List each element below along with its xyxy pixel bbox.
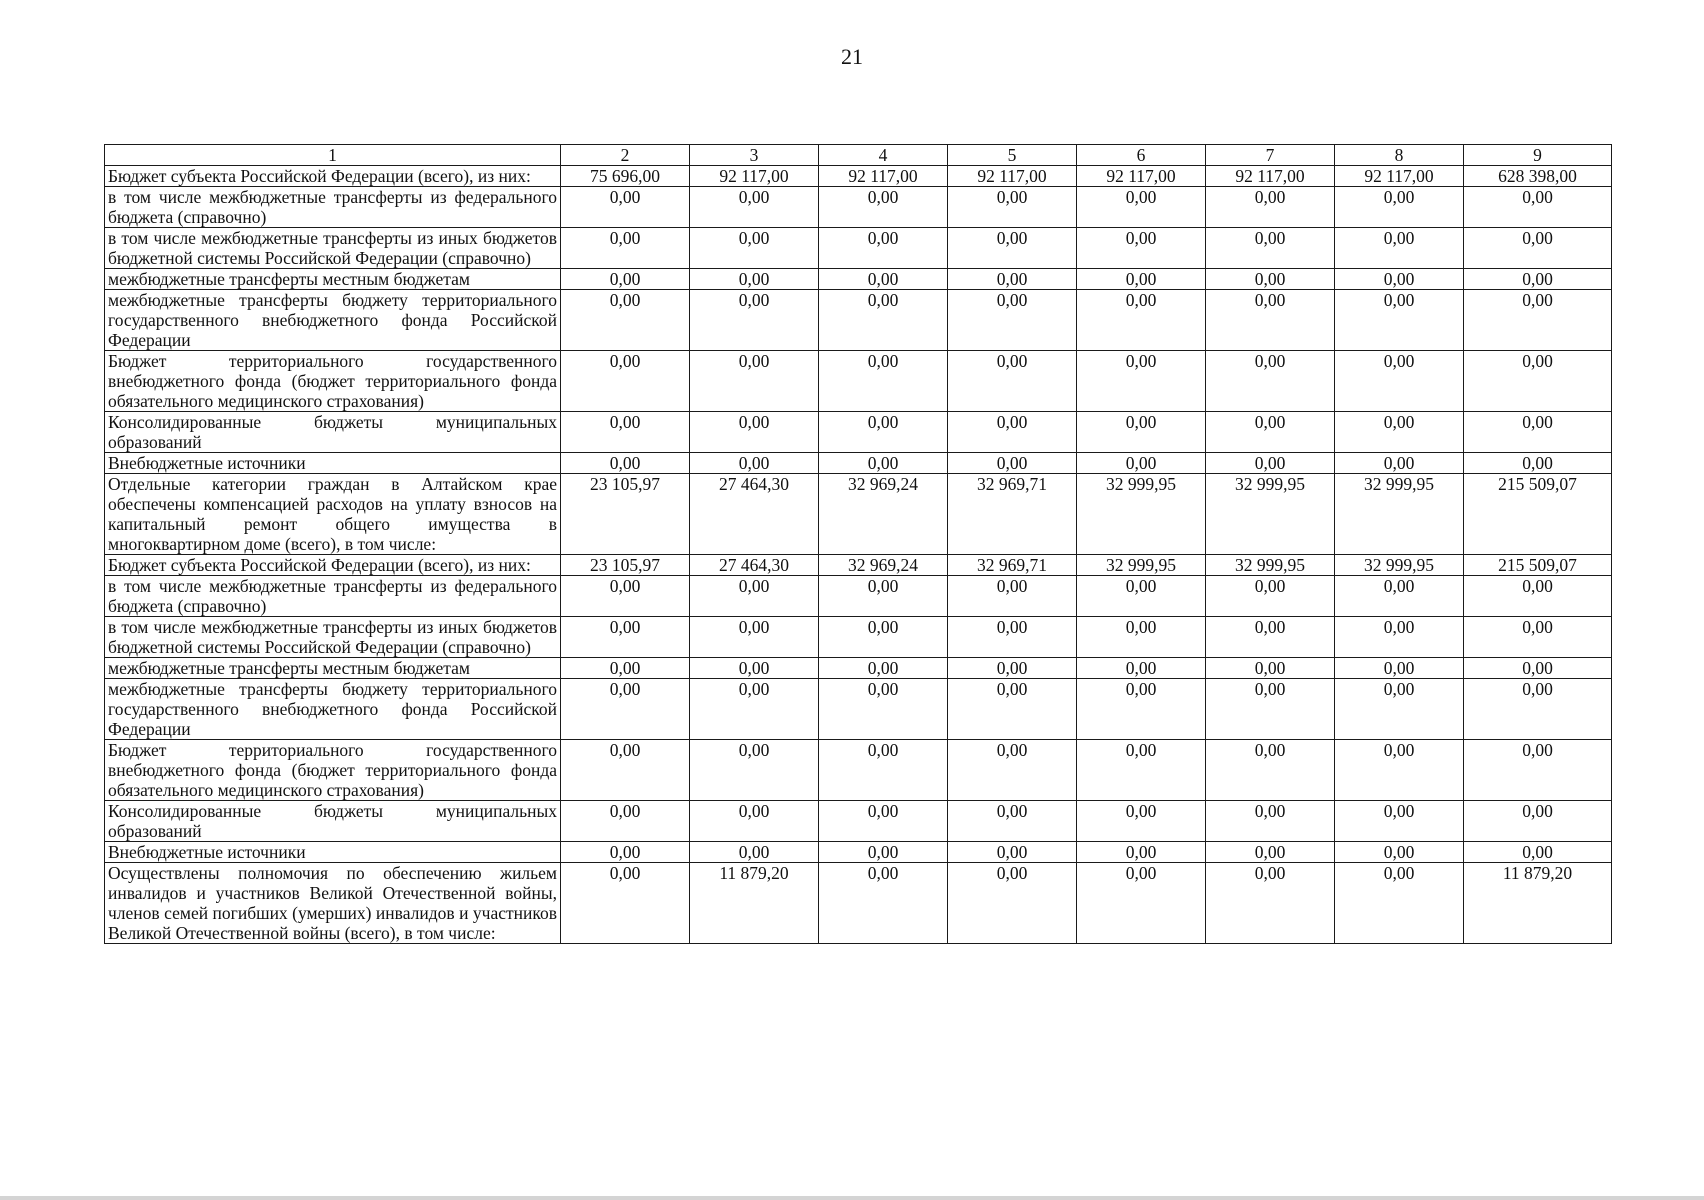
value-cell: 0,00 xyxy=(690,658,819,679)
row-label: Осуществлены полномочия по обеспечению жильем инвалидов и участников Великой Отечественной войны, членов семей погибших (умерших) инвалидов и участников Великой Отечественной войны (всего), в том числе: xyxy=(105,863,561,944)
value-cell: 0,00 xyxy=(1335,617,1464,658)
value-cell: 0,00 xyxy=(819,740,948,801)
value-cell: 0,00 xyxy=(1335,740,1464,801)
value-cell: 0,00 xyxy=(948,187,1077,228)
value-cell: 0,00 xyxy=(948,740,1077,801)
value-cell: 27 464,30 xyxy=(690,474,819,555)
value-cell: 0,00 xyxy=(1206,412,1335,453)
value-cell: 0,00 xyxy=(1464,617,1612,658)
value-cell: 0,00 xyxy=(1206,801,1335,842)
value-cell: 0,00 xyxy=(1335,269,1464,290)
row-label: Внебюджетные источники xyxy=(105,842,561,863)
table-row xyxy=(105,228,1612,269)
value-cell: 0,00 xyxy=(1077,617,1206,658)
value-cell: 0,00 xyxy=(1335,228,1464,269)
value-cell: 32 999,95 xyxy=(1335,474,1464,555)
value-cell: 0,00 xyxy=(1077,187,1206,228)
value-cell: 215 509,07 xyxy=(1464,555,1612,576)
row-label: межбюджетные трансферты бюджету территориального государственного внебюджетного фонда Российской Федерации xyxy=(105,290,561,351)
row-label: в том числе межбюджетные трансферты из иных бюджетов бюджетной системы Российской Федерации (справочно) xyxy=(105,228,561,269)
value-cell: 0,00 xyxy=(1335,290,1464,351)
value-cell: 0,00 xyxy=(1464,290,1612,351)
value-cell: 0,00 xyxy=(1206,576,1335,617)
value-cell: 0,00 xyxy=(948,412,1077,453)
row-label: межбюджетные трансферты бюджету территориального государственного внебюджетного фонда Российской Федерации xyxy=(105,679,561,740)
table-row xyxy=(105,474,1612,555)
value-cell: 0,00 xyxy=(819,842,948,863)
value-cell: 0,00 xyxy=(819,351,948,412)
value-cell: 0,00 xyxy=(690,228,819,269)
value-cell: 0,00 xyxy=(1206,269,1335,290)
value-cell: 92 117,00 xyxy=(1335,166,1464,187)
value-cell: 0,00 xyxy=(819,187,948,228)
value-cell: 628 398,00 xyxy=(1464,166,1612,187)
value-cell: 0,00 xyxy=(1077,658,1206,679)
column-header: 7 xyxy=(1206,145,1335,166)
value-cell: 0,00 xyxy=(1206,863,1335,944)
table-row xyxy=(105,576,1612,617)
value-cell: 92 117,00 xyxy=(819,166,948,187)
value-cell: 0,00 xyxy=(819,269,948,290)
row-label: Внебюджетные источники xyxy=(105,453,561,474)
value-cell: 32 999,95 xyxy=(1077,555,1206,576)
value-cell: 0,00 xyxy=(561,842,690,863)
table-row xyxy=(105,166,1612,187)
column-header: 8 xyxy=(1335,145,1464,166)
header-row xyxy=(105,145,1612,166)
value-cell: 32 999,95 xyxy=(1077,474,1206,555)
value-cell: 0,00 xyxy=(948,269,1077,290)
value-cell: 0,00 xyxy=(1335,801,1464,842)
value-cell: 0,00 xyxy=(948,290,1077,351)
row-label: в том числе межбюджетные трансферты из федерального бюджета (справочно) xyxy=(105,187,561,228)
column-header: 1 xyxy=(105,145,561,166)
value-cell: 0,00 xyxy=(1464,658,1612,679)
column-header: 6 xyxy=(1077,145,1206,166)
value-cell: 0,00 xyxy=(1464,412,1612,453)
table-row xyxy=(105,863,1612,944)
value-cell: 32 969,71 xyxy=(948,555,1077,576)
value-cell: 0,00 xyxy=(561,228,690,269)
value-cell: 0,00 xyxy=(1206,658,1335,679)
row-label: Консолидированные бюджеты муниципальных образований xyxy=(105,801,561,842)
value-cell: 0,00 xyxy=(690,842,819,863)
value-cell: 0,00 xyxy=(1077,269,1206,290)
value-cell: 0,00 xyxy=(1464,740,1612,801)
value-cell: 32 969,71 xyxy=(948,474,1077,555)
value-cell: 0,00 xyxy=(948,863,1077,944)
value-cell: 75 696,00 xyxy=(561,166,690,187)
value-cell: 0,00 xyxy=(690,740,819,801)
value-cell: 0,00 xyxy=(690,576,819,617)
value-cell: 32 969,24 xyxy=(819,555,948,576)
value-cell: 0,00 xyxy=(690,801,819,842)
table-row xyxy=(105,740,1612,801)
value-cell: 32 969,24 xyxy=(819,474,948,555)
value-cell: 0,00 xyxy=(561,801,690,842)
value-cell: 0,00 xyxy=(561,269,690,290)
value-cell: 0,00 xyxy=(690,351,819,412)
value-cell: 0,00 xyxy=(561,187,690,228)
value-cell: 0,00 xyxy=(819,228,948,269)
row-label: в том числе межбюджетные трансферты из иных бюджетов бюджетной системы Российской Федерации (справочно) xyxy=(105,617,561,658)
value-cell: 215 509,07 xyxy=(1464,474,1612,555)
value-cell: 0,00 xyxy=(561,351,690,412)
value-cell: 0,00 xyxy=(561,290,690,351)
value-cell: 0,00 xyxy=(690,290,819,351)
value-cell: 0,00 xyxy=(948,228,1077,269)
table-row xyxy=(105,801,1612,842)
column-header: 4 xyxy=(819,145,948,166)
row-label: межбюджетные трансферты местным бюджетам xyxy=(105,269,561,290)
value-cell: 0,00 xyxy=(561,576,690,617)
column-header: 2 xyxy=(561,145,690,166)
value-cell: 0,00 xyxy=(1335,679,1464,740)
value-cell: 0,00 xyxy=(1464,187,1612,228)
value-cell: 0,00 xyxy=(1464,269,1612,290)
table-row xyxy=(105,453,1612,474)
table-row xyxy=(105,351,1612,412)
value-cell: 0,00 xyxy=(1206,351,1335,412)
value-cell: 0,00 xyxy=(1206,187,1335,228)
row-label: Бюджет субъекта Российской Федерации (всего), из них: xyxy=(105,166,561,187)
table-row xyxy=(105,679,1612,740)
value-cell: 0,00 xyxy=(1077,351,1206,412)
value-cell: 0,00 xyxy=(1206,290,1335,351)
column-header: 9 xyxy=(1464,145,1612,166)
value-cell: 0,00 xyxy=(819,801,948,842)
value-cell: 32 999,95 xyxy=(1206,555,1335,576)
value-cell: 0,00 xyxy=(1206,228,1335,269)
table-row xyxy=(105,412,1612,453)
value-cell: 0,00 xyxy=(1077,453,1206,474)
value-cell: 0,00 xyxy=(1077,842,1206,863)
value-cell: 23 105,97 xyxy=(561,474,690,555)
value-cell: 11 879,20 xyxy=(690,863,819,944)
value-cell: 23 105,97 xyxy=(561,555,690,576)
value-cell: 0,00 xyxy=(1464,801,1612,842)
column-header: 5 xyxy=(948,145,1077,166)
value-cell: 27 464,30 xyxy=(690,555,819,576)
value-cell: 11 879,20 xyxy=(1464,863,1612,944)
value-cell: 0,00 xyxy=(1335,863,1464,944)
value-cell: 0,00 xyxy=(690,187,819,228)
table-row xyxy=(105,555,1612,576)
value-cell: 0,00 xyxy=(690,269,819,290)
value-cell: 0,00 xyxy=(1077,740,1206,801)
value-cell: 0,00 xyxy=(690,412,819,453)
value-cell: 92 117,00 xyxy=(1206,166,1335,187)
table-row xyxy=(105,658,1612,679)
row-label: Бюджет субъекта Российской Федерации (всего), из них: xyxy=(105,555,561,576)
value-cell: 92 117,00 xyxy=(1077,166,1206,187)
value-cell: 0,00 xyxy=(948,453,1077,474)
value-cell: 0,00 xyxy=(819,679,948,740)
page-number: 21 xyxy=(841,44,863,69)
value-cell: 0,00 xyxy=(690,617,819,658)
value-cell: 0,00 xyxy=(690,679,819,740)
row-label: Консолидированные бюджеты муниципальных образований xyxy=(105,412,561,453)
value-cell: 0,00 xyxy=(561,863,690,944)
scan-edge xyxy=(0,1196,1704,1200)
value-cell: 0,00 xyxy=(690,453,819,474)
value-cell: 0,00 xyxy=(1077,412,1206,453)
table-row xyxy=(105,187,1612,228)
value-cell: 0,00 xyxy=(1206,453,1335,474)
value-cell: 0,00 xyxy=(1077,290,1206,351)
value-cell: 0,00 xyxy=(561,412,690,453)
value-cell: 0,00 xyxy=(561,453,690,474)
value-cell: 0,00 xyxy=(1464,679,1612,740)
value-cell: 0,00 xyxy=(1206,617,1335,658)
value-cell: 0,00 xyxy=(948,679,1077,740)
row-label: Бюджет территориального государственного внебюджетного фонда (бюджет территориального фонда обязательного медицинского страхования) xyxy=(105,740,561,801)
value-cell: 0,00 xyxy=(1206,679,1335,740)
row-label: в том числе межбюджетные трансферты из федерального бюджета (справочно) xyxy=(105,576,561,617)
value-cell: 0,00 xyxy=(1464,453,1612,474)
table-row xyxy=(105,842,1612,863)
table-row xyxy=(105,290,1612,351)
value-cell: 0,00 xyxy=(948,617,1077,658)
column-header: 3 xyxy=(690,145,819,166)
value-cell: 0,00 xyxy=(1464,576,1612,617)
value-cell: 0,00 xyxy=(1335,453,1464,474)
row-label: Отдельные категории граждан в Алтайском крае обеспечены компенсацией расходов на уплату взносов на капитальный ремонт общего имущества в многоквартирном доме (всего), в том числе: xyxy=(105,474,561,555)
value-cell: 0,00 xyxy=(1077,863,1206,944)
value-cell: 92 117,00 xyxy=(948,166,1077,187)
value-cell: 0,00 xyxy=(1077,679,1206,740)
value-cell: 0,00 xyxy=(1335,658,1464,679)
value-cell: 0,00 xyxy=(1464,351,1612,412)
value-cell: 0,00 xyxy=(1335,842,1464,863)
value-cell: 32 999,95 xyxy=(1335,555,1464,576)
value-cell: 0,00 xyxy=(948,801,1077,842)
row-label: Бюджет территориального государственного внебюджетного фонда (бюджет территориального фонда обязательного медицинского страхования) xyxy=(105,351,561,412)
table-row xyxy=(105,617,1612,658)
row-label: межбюджетные трансферты местным бюджетам xyxy=(105,658,561,679)
value-cell: 0,00 xyxy=(1335,187,1464,228)
value-cell: 0,00 xyxy=(819,412,948,453)
value-cell: 0,00 xyxy=(819,617,948,658)
value-cell: 92 117,00 xyxy=(690,166,819,187)
value-cell: 0,00 xyxy=(1335,351,1464,412)
value-cell: 0,00 xyxy=(948,576,1077,617)
value-cell: 0,00 xyxy=(819,453,948,474)
value-cell: 0,00 xyxy=(561,617,690,658)
value-cell: 0,00 xyxy=(819,576,948,617)
value-cell: 0,00 xyxy=(1335,576,1464,617)
value-cell: 0,00 xyxy=(819,863,948,944)
value-cell: 0,00 xyxy=(819,290,948,351)
value-cell: 0,00 xyxy=(1077,801,1206,842)
value-cell: 0,00 xyxy=(1206,740,1335,801)
table-body xyxy=(105,166,1612,944)
value-cell: 32 999,95 xyxy=(1206,474,1335,555)
value-cell: 0,00 xyxy=(561,679,690,740)
budget-table xyxy=(104,144,1612,944)
table-row xyxy=(105,269,1612,290)
value-cell: 0,00 xyxy=(1206,842,1335,863)
value-cell: 0,00 xyxy=(1077,576,1206,617)
value-cell: 0,00 xyxy=(561,740,690,801)
value-cell: 0,00 xyxy=(1464,228,1612,269)
value-cell: 0,00 xyxy=(1464,842,1612,863)
value-cell: 0,00 xyxy=(819,658,948,679)
value-cell: 0,00 xyxy=(1335,412,1464,453)
value-cell: 0,00 xyxy=(948,351,1077,412)
value-cell: 0,00 xyxy=(948,658,1077,679)
value-cell: 0,00 xyxy=(561,658,690,679)
value-cell: 0,00 xyxy=(948,842,1077,863)
value-cell: 0,00 xyxy=(1077,228,1206,269)
